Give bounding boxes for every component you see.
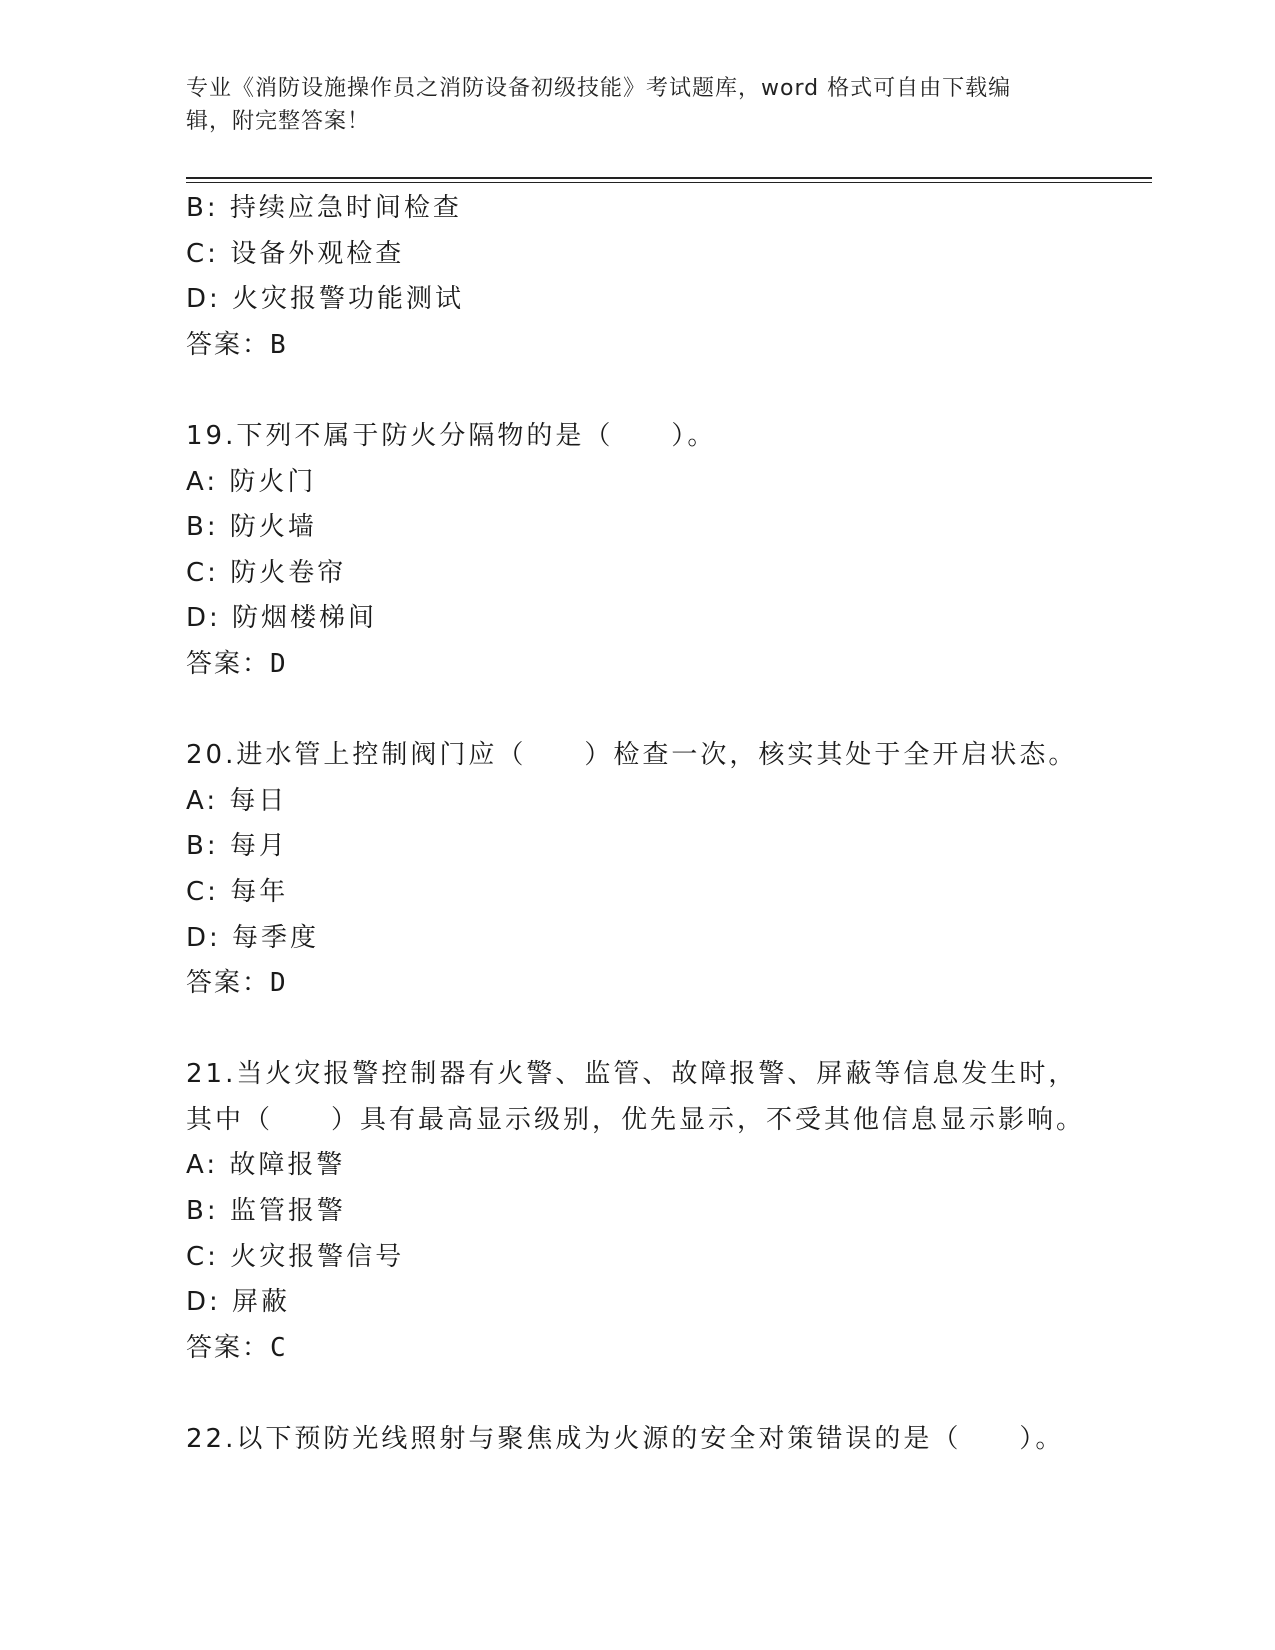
option-label: D: xyxy=(186,922,221,953)
option-label: A: xyxy=(186,1150,219,1181)
answer-line xyxy=(186,1326,1152,1372)
spacer xyxy=(186,1007,1152,1053)
option-text: 火灾报警功能测试 xyxy=(232,284,465,315)
answer-line xyxy=(186,323,1152,369)
option-text: 每季度 xyxy=(232,922,320,953)
option-d xyxy=(186,277,1152,323)
answer-line xyxy=(186,642,1152,688)
option-label: D: xyxy=(186,603,221,634)
option-d xyxy=(186,916,1152,962)
question-block-19 xyxy=(186,414,1152,688)
question-stem: 22.以下预防光线照射与聚焦成为火源的安全对策错误的是（ ）。 xyxy=(186,1424,1065,1455)
option-label: C: xyxy=(186,1241,219,1272)
option-label: B: xyxy=(186,1196,219,1227)
answer-value: B xyxy=(270,329,288,360)
option-text: 火灾报警信号 xyxy=(230,1241,405,1272)
header-divider-thin xyxy=(186,182,1152,183)
option-b xyxy=(186,505,1152,551)
option-c xyxy=(186,1235,1152,1281)
answer-line xyxy=(186,961,1152,1007)
answer-label: 答案： xyxy=(186,1332,271,1363)
option-c xyxy=(186,870,1152,916)
option-text: 防烟楼梯间 xyxy=(232,603,378,634)
option-d xyxy=(186,1280,1152,1326)
question-stem: 20.进水管上控制阀门应（ ）检查一次，核实其处于全开启状态。 xyxy=(186,740,1078,771)
option-text: 防火卷帘 xyxy=(230,557,347,588)
option-c xyxy=(186,551,1152,597)
header-line-2: 辑，附完整答案！ xyxy=(186,109,371,134)
option-text: 每日 xyxy=(229,785,288,816)
option-label: C: xyxy=(186,876,219,907)
option-text: 故障报警 xyxy=(229,1150,346,1181)
option-text: 防火门 xyxy=(229,466,317,497)
option-text: 屏蔽 xyxy=(232,1287,291,1318)
question-block-22 xyxy=(186,1417,1152,1463)
option-b xyxy=(186,824,1152,870)
answer-label: 答案： xyxy=(186,968,271,999)
spacer xyxy=(186,1371,1152,1417)
answer-value: C xyxy=(270,1332,288,1363)
option-a xyxy=(186,1143,1152,1189)
question-stem-line-1: 21.当火灾报警控制器有火警、监管、故障报警、屏蔽等信息发生时， xyxy=(186,1059,1078,1090)
spacer xyxy=(186,368,1152,414)
question-block-20 xyxy=(186,733,1152,1007)
option-label: D: xyxy=(186,1287,221,1318)
option-label: A: xyxy=(186,785,219,816)
question-stem: 19.下列不属于防火分隔物的是（ ）。 xyxy=(186,420,717,451)
option-text: 每月 xyxy=(229,831,288,862)
document-header xyxy=(186,72,1086,138)
option-label: B: xyxy=(186,831,219,862)
option-a xyxy=(186,779,1152,825)
option-text: 设备外观检查 xyxy=(230,238,405,269)
option-label: C: xyxy=(186,557,219,588)
answer-value: D xyxy=(270,648,288,679)
spacer xyxy=(186,688,1152,734)
answer-label: 答案： xyxy=(186,329,271,360)
option-b xyxy=(186,1189,1152,1235)
option-a xyxy=(186,460,1152,506)
answer-value: D xyxy=(270,968,288,999)
question-block-partial xyxy=(186,186,1152,368)
header-divider-thick xyxy=(186,177,1152,179)
option-text: 监管报警 xyxy=(229,1196,346,1227)
option-b xyxy=(186,186,1152,232)
option-text: 防火墙 xyxy=(229,512,317,543)
option-label: C: xyxy=(186,238,219,269)
option-label: A: xyxy=(186,466,219,497)
option-c xyxy=(186,232,1152,278)
option-text: 每年 xyxy=(230,876,289,907)
option-label: B: xyxy=(186,512,219,543)
question-block-21 xyxy=(186,1052,1152,1371)
answer-label: 答案： xyxy=(186,648,271,679)
option-text: 持续应急时间检查 xyxy=(229,193,462,223)
option-label: D: xyxy=(186,284,221,315)
option-label: B: xyxy=(186,193,219,223)
question-stem-line-2: 其中（ ）具有最高显示级别，优先显示，不受其他信息显示影响。 xyxy=(186,1104,1086,1135)
header-line-1: 专业《消防设施操作员之消防设备初级技能》考试题库，word 格式可自由下载编 xyxy=(186,76,1012,101)
question-list xyxy=(186,186,1152,1463)
option-d xyxy=(186,596,1152,642)
